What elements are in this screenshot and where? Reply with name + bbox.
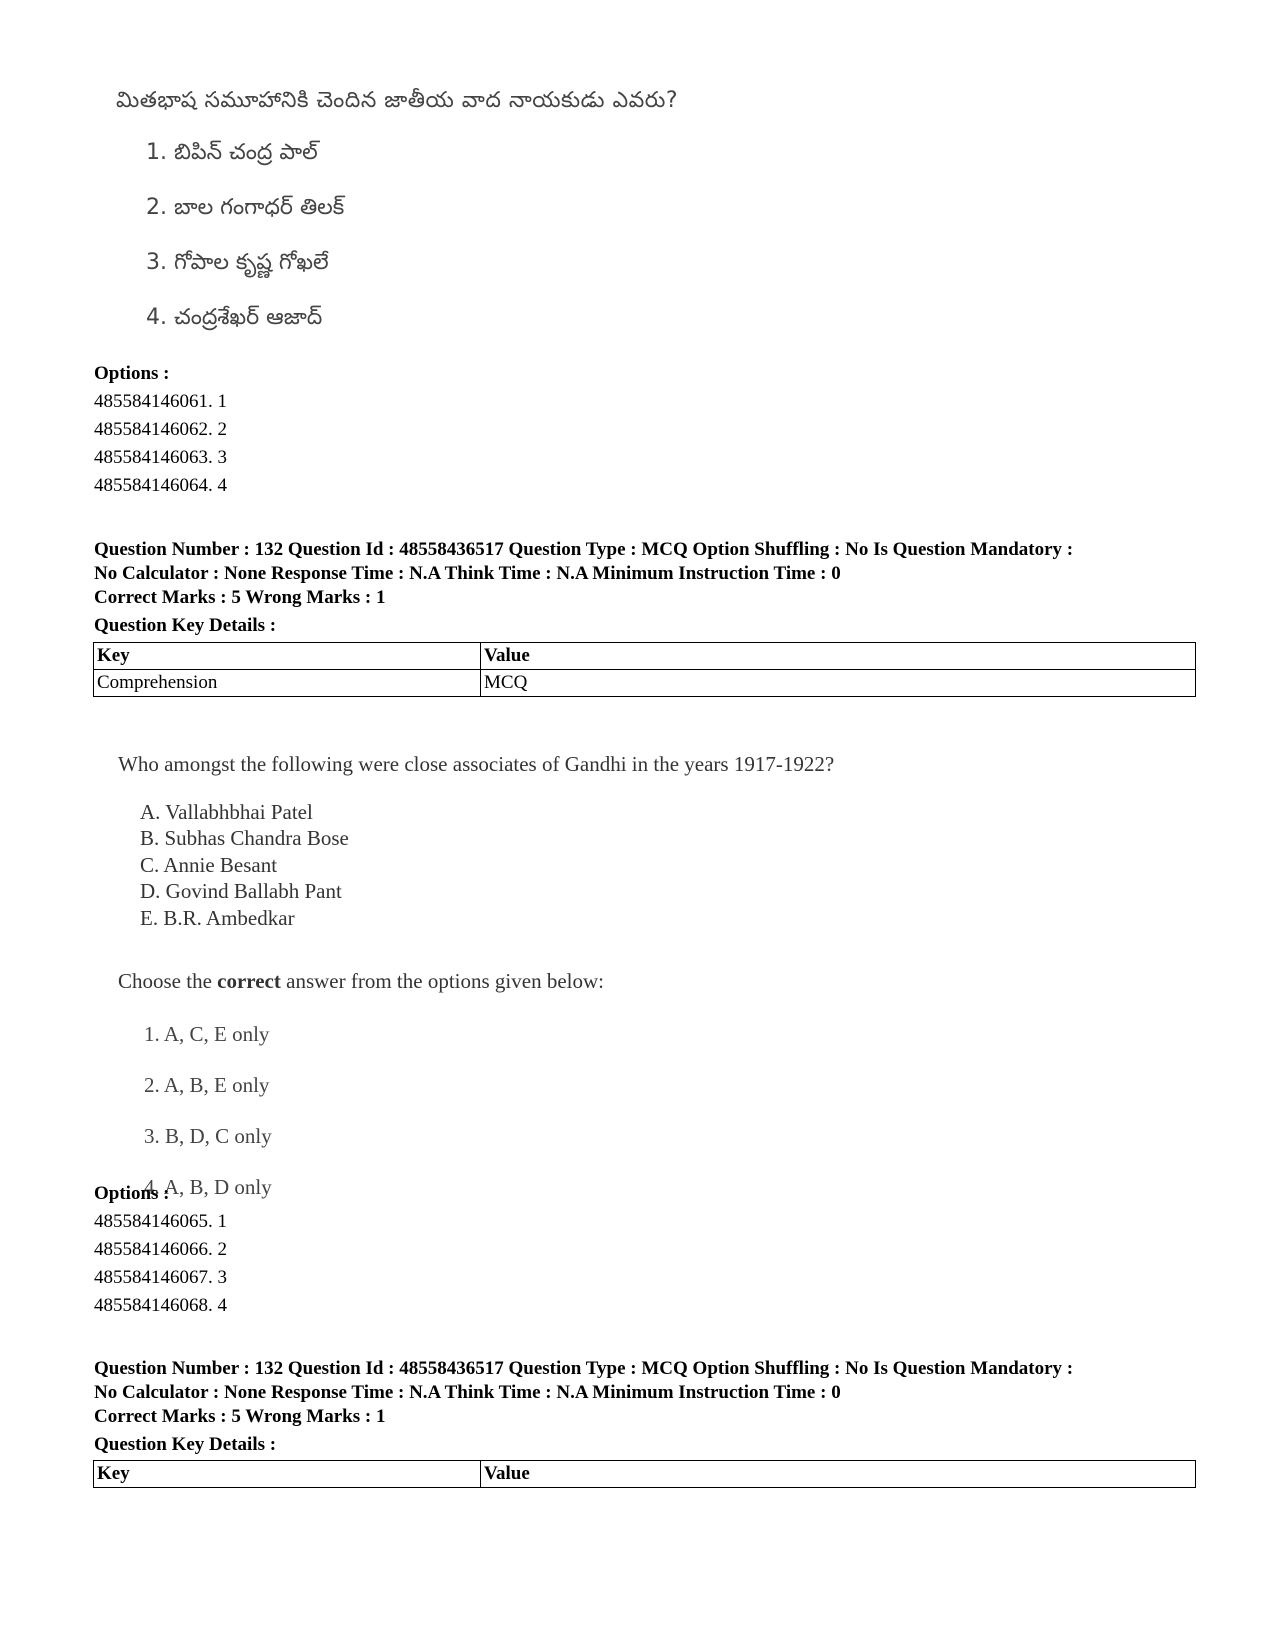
option-id-1: 485584146061. 1 (94, 391, 227, 412)
question-key-table (93, 642, 1196, 697)
question-meta-line-1: Question Number : 132 Question Id : 48558436517 Question Type : MCQ Option Shuffling : No Is Question Mandatory : (94, 539, 1074, 560)
marks-line: Correct Marks : 5 Wrong Marks : 1 (94, 587, 386, 608)
table-header-row (94, 1461, 1196, 1488)
choice-3: 3. గోపాల కృష్ణ గోఖలే (146, 250, 329, 275)
instruction-pre: Choose the (118, 969, 218, 993)
marks-line: Correct Marks : 5 Wrong Marks : 1 (94, 1406, 386, 1427)
choice-4: 4. A, B, D only (144, 1175, 272, 1199)
choice-3: 3. B, D, C only (144, 1124, 272, 1148)
option-id-3: 485584146067. 3 (94, 1267, 227, 1288)
table-header-value: Value (481, 643, 1196, 670)
statement-b: B. Subhas Chandra Bose (140, 826, 349, 850)
table-cell-key: Comprehension (94, 670, 481, 697)
key-details-heading: Question Key Details : (94, 1434, 277, 1455)
option-id-3: 485584146063. 3 (94, 447, 227, 468)
question-stem: మితభాష సమూహానికి చెందిన జాతీయ వాద నాయకుడు ఎవరు? (116, 88, 679, 113)
choice-1: 1. బిపిన్ చంద్ర పాల్ (146, 140, 318, 165)
table-header-key: Key (94, 1461, 481, 1488)
table-cell-value: MCQ (481, 670, 1196, 697)
instruction-bold: correct (217, 969, 281, 993)
statement-a: A. Vallabhbhai Patel (140, 800, 313, 824)
option-id-4: 485584146064. 4 (94, 475, 227, 496)
instruction-line (118, 969, 604, 994)
telugu-question-image (110, 82, 830, 362)
option-id-1: 485584146065. 1 (94, 1211, 227, 1232)
question-meta-line-1: Question Number : 132 Question Id : 48558436517 Question Type : MCQ Option Shuffling : No Is Question Mandatory : (94, 1358, 1074, 1379)
english-question-image (112, 752, 932, 1222)
table-header-row (94, 643, 1196, 670)
key-details-heading: Question Key Details : (94, 615, 277, 636)
options-heading: Options : (94, 1183, 170, 1204)
question-meta-line-2: No Calculator : None Response Time : N.A Think Time : N.A Minimum Instruction Time : 0 (94, 1382, 841, 1403)
choice-2: 2. బాల గంగాధర్ తిలక్ (146, 195, 345, 220)
statement-e: E. B.R. Ambedkar (140, 906, 295, 930)
table-header-key: Key (94, 643, 481, 670)
statement-d: D. Govind Ballabh Pant (140, 879, 342, 903)
instruction-post: answer from the options given below: (280, 969, 604, 993)
question-key-table (93, 1460, 1196, 1488)
choice-1: 1. A, C, E only (144, 1022, 270, 1046)
table-row (94, 670, 1196, 697)
statement-c: C. Annie Besant (140, 853, 278, 877)
question-meta (94, 1357, 1204, 1405)
table-header-value: Value (481, 1461, 1196, 1488)
option-id-2: 485584146066. 2 (94, 1239, 227, 1260)
option-id-4: 485584146068. 4 (94, 1295, 227, 1316)
question-stem: Who amongst the following were close associates of Gandhi in the years 1917-1922? (118, 752, 835, 776)
options-heading: Options : (94, 363, 170, 384)
choice-4: 4. చంద్రశేఖర్ ఆజాద్ (146, 305, 323, 330)
question-meta (94, 538, 1204, 586)
choice-2: 2. A, B, E only (144, 1073, 270, 1097)
question-meta-line-2: No Calculator : None Response Time : N.A Think Time : N.A Minimum Instruction Time : 0 (94, 563, 841, 584)
option-id-2: 485584146062. 2 (94, 419, 227, 440)
